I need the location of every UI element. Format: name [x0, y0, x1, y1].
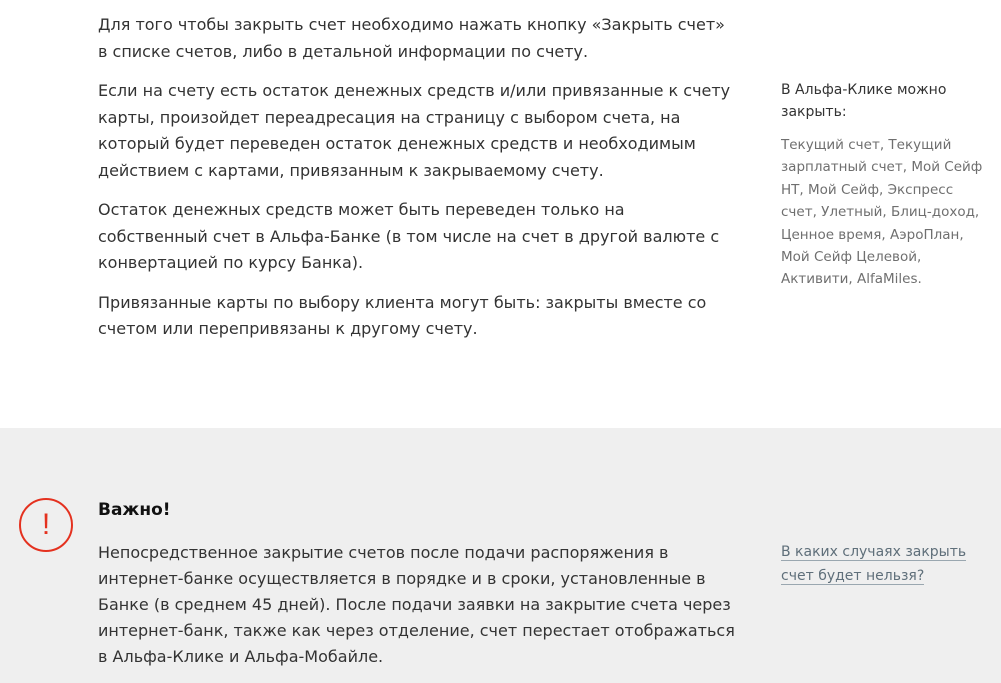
instruction-paragraph: Привязанные карты по выбору клиента могут быть: закрыты вместе со счетом или перепривязаны к другому счету. [98, 292, 707, 338]
exclamation-icon: ! [19, 498, 73, 552]
sidebar-title: В Альфа-Клике можно закрыть: [781, 82, 947, 120]
closable-accounts-sidebar [781, 79, 986, 291]
instructions-text-column [98, 12, 738, 356]
important-notice-section [0, 428, 1001, 683]
instruction-paragraph: Остаток денежных средств может быть переведен только на собственный счет в Альфа-Банке (в том числе на счет в другой валюте с конвертацией по курсу Банка). [98, 200, 720, 272]
cannot-close-help-link[interactable] [781, 540, 981, 588]
help-link-label: В каких случаях закрыть счет будет нельзя? [781, 544, 967, 584]
instruction-paragraph: Для того чтобы закрыть счет необходимо нажать кнопку «Закрыть счет» в списке счетов, либо в детальной информации по счету. [98, 15, 725, 61]
sidebar-account-list: Текущий счет, Текущий зарплатный счет, Мой Сейф НТ, Мой Сейф, Экспресс счет, Улетный, Блиц-доход, Ценное время, АэроПлан, Мой Сейф Целевой, Активити, AlfaMiles. [781, 137, 983, 288]
important-title: Важно! [98, 500, 171, 520]
important-text: Непосредственное закрытие счетов после подачи распоряжения в интернет-банке осуществляется в порядке и в сроки, установленные в Банке (в среднем 45 дней). После подачи заявки на закрытие счета через интернет-банк, также как через отделение, счет перестает отображаться в Альфа-Клике и Альфа-Мобайле. [98, 543, 735, 666]
instruction-paragraph: Если на счету есть остаток денежных средств и/или привязанные к счету карты, произойдет переадресация на страницу с выбором счета, на который будет переведен остаток денежных средств и необходимым действием с картами, привязанным к закрываемому счету. [98, 81, 731, 180]
